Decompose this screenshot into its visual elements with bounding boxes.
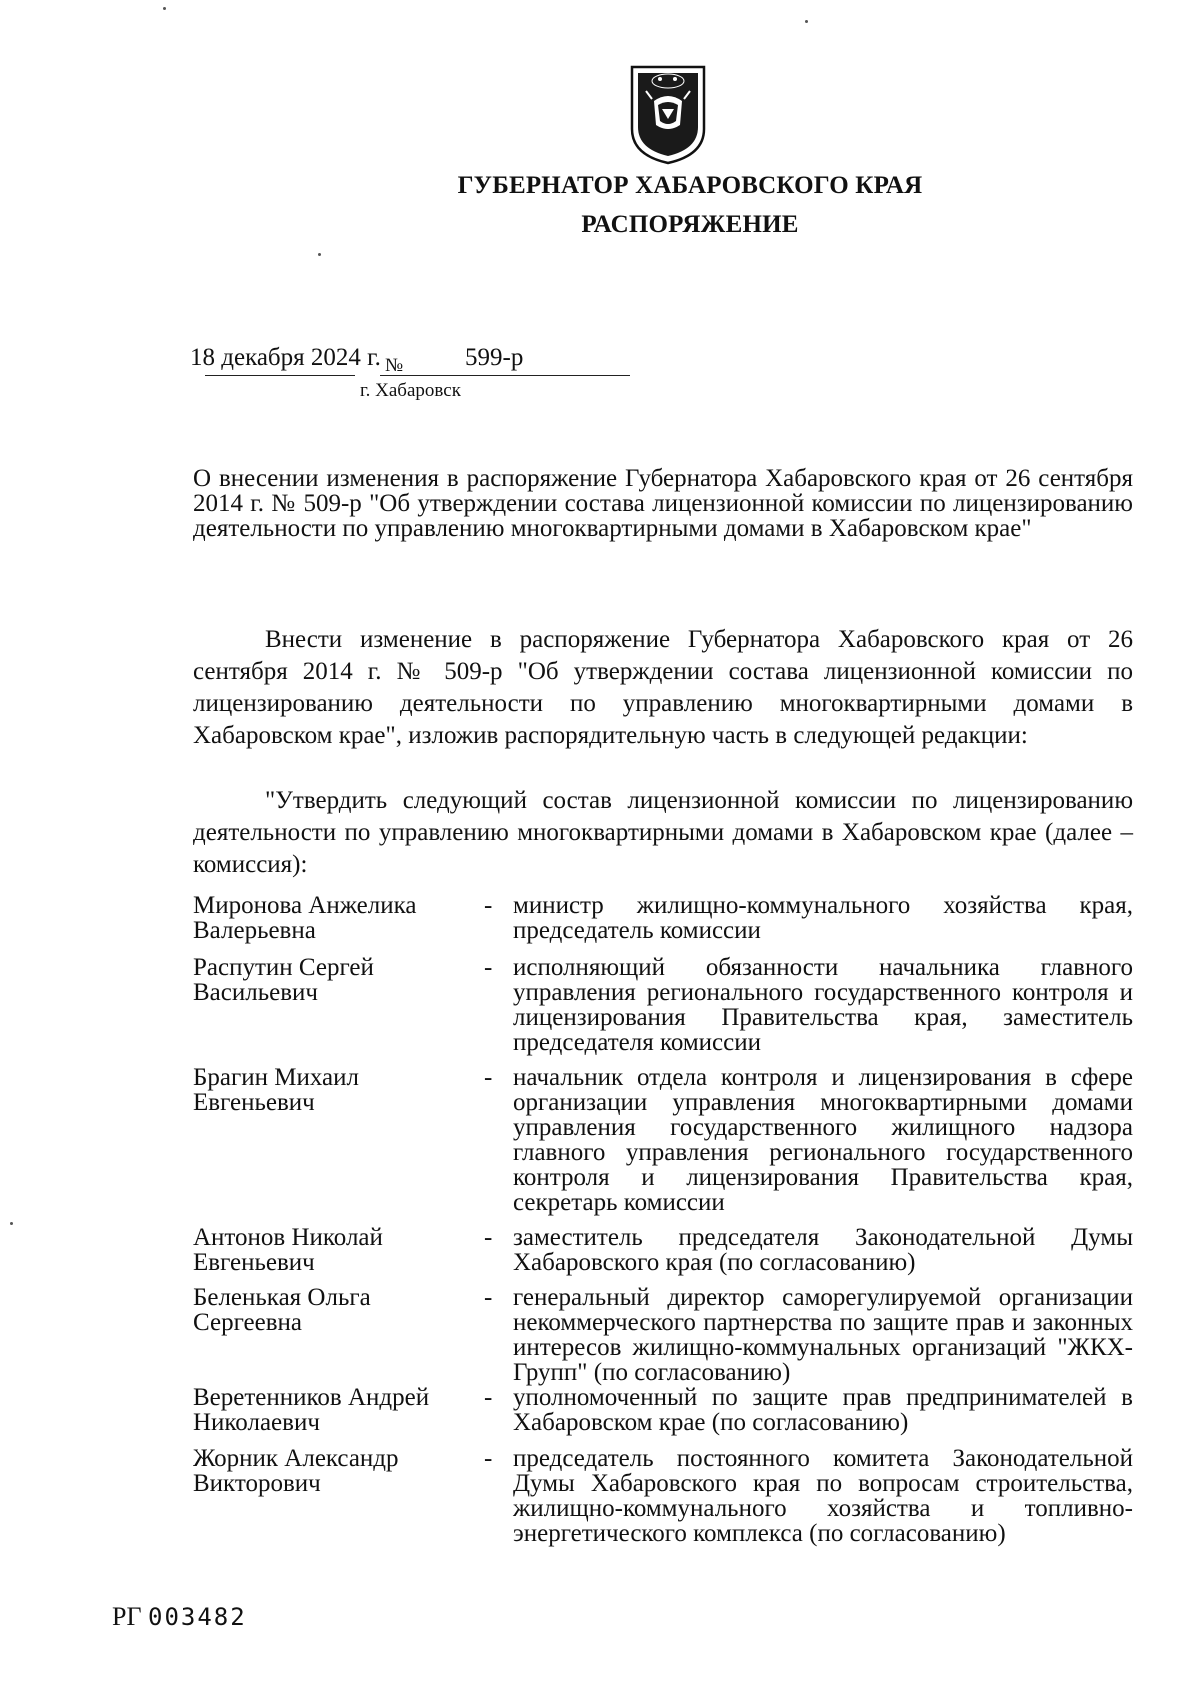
member-dash: - (484, 1064, 493, 1091)
number-underline (380, 375, 630, 376)
form-serial-stamp (112, 1602, 247, 1632)
member-name: Беленькая Ольга Сергеевна (193, 1284, 371, 1336)
member-name: Антонов Николай Евгеньевич (193, 1224, 383, 1276)
scan-speck (10, 1222, 13, 1225)
member-dash: - (484, 1384, 493, 1411)
member-name: Распутин Сергей Васильевич (193, 954, 374, 1006)
member-dash: - (484, 1284, 493, 1311)
member-role: председатель постоянного комитета Законодательной Думы Хабаровского края по вопросам строительства, жилищно-коммунального хозяйства и топливно-энергетического комплекса (по согласованию) (513, 1445, 1133, 1547)
coat-of-arms-emblem (628, 63, 708, 165)
scan-speck (805, 20, 808, 23)
form-serial-number: 003482 (148, 1603, 247, 1631)
body-paragraph-2: "Утвердить следующий состав лицензионной комиссии по лицензированию деятельности по управлению многоквартирными домами в Хабаровском крае (далее – комиссия): (193, 787, 1133, 878)
member-role: министр жилищно-коммунального хозяйства края, председатель комиссии (513, 892, 1133, 944)
scan-speck (163, 7, 166, 10)
document-date: 18 декабря 2024 г. (190, 344, 381, 371)
number-sign: № (385, 355, 404, 376)
member-dash: - (484, 1445, 493, 1472)
member-dash: - (484, 954, 493, 981)
member-name: Веретенников Андрей Николаевич (193, 1384, 430, 1436)
member-role: исполняющий обязанности начальника главного управления регионального государственного контроля и лицензирования Правительства края, заместитель председателя комиссии (513, 954, 1133, 1056)
issuer-heading: ГУБЕРНАТОР ХАБАРОВСКОГО КРАЯ (457, 172, 923, 199)
member-role: генеральный директор саморегулируемой организации некоммерческого партнерства по защите прав и законных интересов жилищно-коммунальных организаций "ЖКХ-Групп" (по согласованию) (513, 1284, 1133, 1386)
document-title: О внесении изменения в распоряжение Губернатора Хабаровского края от 26 сентября 2014 г. № 509-р "Об утверждении состава лицензионной комиссии по лицензированию деятельности по управлению многоквартирными домами в Хабаровском крае" (193, 465, 1133, 542)
member-name: Миронова Анжелика Валерьевна (193, 892, 417, 944)
document-city: г. Хабаровск (360, 380, 461, 401)
document-type-heading: РАСПОРЯЖЕНИЕ (581, 211, 799, 238)
member-dash: - (484, 892, 493, 919)
form-series: РГ (112, 1602, 142, 1631)
document-number: 599-р (465, 344, 524, 371)
date-underline (205, 375, 355, 376)
member-role: уполномоченный по защите прав предпринимателей в Хабаровском крае (по согласованию) (513, 1384, 1133, 1436)
member-role: заместитель председателя Законодательной Думы Хабаровского края (по согласованию) (513, 1224, 1133, 1276)
member-dash: - (484, 1224, 493, 1251)
scan-speck (318, 253, 321, 256)
member-name: Жорник Александр Викторович (193, 1445, 399, 1497)
body-paragraph-1: Внести изменение в распоряжение Губернатора Хабаровского края от 26 сентября 2014 г. № 509-р "Об утверждении состава лицензионной комиссии по лицензированию деятельности по управлению многоквартирными домами в Хабаровском крае", изложив распорядительную часть в следующей редакции: (193, 626, 1133, 749)
member-name: Брагин Михаил Евгеньевич (193, 1064, 359, 1116)
member-role: начальник отдела контроля и лицензирования в сфере организации управления многоквартирными домами управления государственного жилищного надзора главного управления регионального государственного контроля и лицензирования Правительства края, секретарь комиссии (513, 1064, 1133, 1216)
